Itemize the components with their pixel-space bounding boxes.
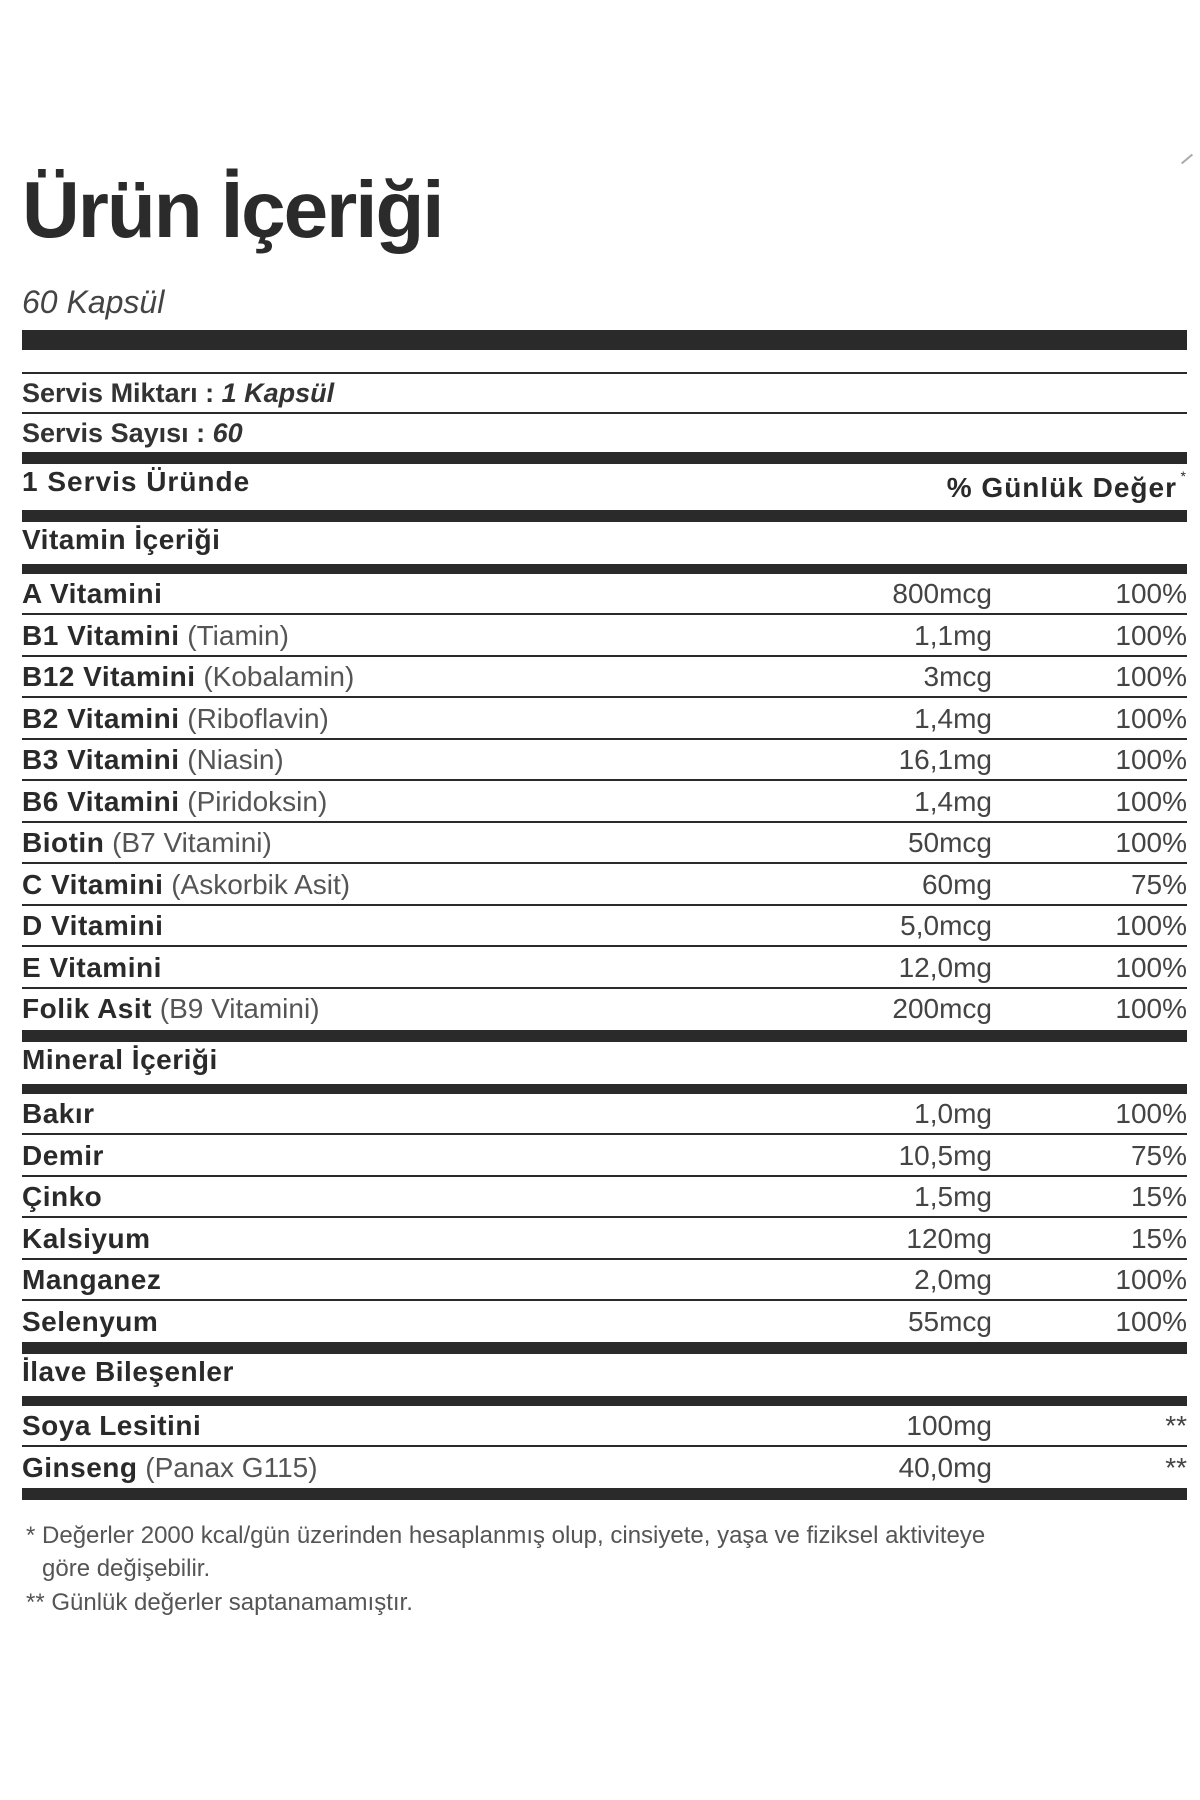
nutrient-row [22,657,1187,698]
nutrient-amount: 1,0mg [914,1098,992,1129]
nutrient-amount: 2,0mg [914,1264,992,1295]
nutrient-note: (Kobalamin) [203,661,355,692]
table-header-left: 1 Servis Üründe [22,466,251,497]
nutrient-name [22,703,329,735]
nutrient-amount: 1,1mg [914,619,992,651]
nutrient-name [22,744,284,776]
nutrient-name [22,620,289,652]
nutrient-name [22,1410,201,1442]
nutrient-daily-value: 100% [1115,827,1187,858]
serving-size-label: Servis Miktarı : [22,378,222,408]
nutrient-row [22,1177,1187,1218]
nutrient-daily-value: 100% [1115,785,1187,817]
section-top-rule [22,510,1187,522]
nutrient-daily-value: 100% [1115,578,1187,609]
nutrient-amount: 5,0mcg [900,910,992,941]
top-thick-rule [22,330,1187,350]
nutrient-name [22,1452,318,1484]
nutrient-name [22,1264,161,1296]
nutrient-label: B6 Vitamini [22,785,180,817]
nutrient-row [22,865,1187,906]
nutrient-name [22,661,354,693]
nutrient-daily-value: 100% [1115,619,1187,651]
nutrient-name [22,1140,104,1172]
nutrient-label: B12 Vitamini [22,661,196,692]
nutrient-label: Çinko [22,1181,103,1212]
nutrient-name [22,1223,151,1255]
nutrient-row [22,616,1187,657]
nutrient-label: Biotin [22,827,105,858]
serving-mid-rule [22,412,1187,414]
nutrient-row [22,782,1187,823]
nutrient-daily-value: 100% [1115,910,1187,941]
nutrient-row [22,906,1187,947]
nutrient-label: C Vitamini [22,868,164,900]
serving-count [22,418,243,449]
nutrient-daily-value: 100% [1115,661,1187,692]
nutrient-label: B2 Vitamini [22,702,180,734]
nutrient-daily-value: 100% [1115,993,1187,1024]
nutrient-daily-value: 75% [1130,868,1187,900]
nutrient-amount: 16,1mg [898,744,992,775]
nutrient-name [22,869,350,901]
nutrient-label: Soya Lesitini [22,1410,202,1441]
nutrient-label: Manganez [22,1264,162,1295]
nutrient-row [22,1219,1187,1260]
nutrient-amount: 1,5mg [914,1181,992,1212]
nutrient-name [22,1098,95,1130]
nutrient-daily-value: 75% [1130,1139,1187,1171]
serving-top-rule [22,372,1187,374]
nutrient-daily-value: 100% [1115,1264,1187,1295]
daily-value-header: % Günlük Değer [946,472,1177,503]
page-title: Ürün İçeriği [22,165,443,254]
nutrient-note: (Panax G115) [145,1451,318,1483]
nutrient-note: (Riboflavin) [187,702,329,734]
nutrient-note: (Askorbik Asit) [171,868,351,900]
nutrient-daily-value: 100% [1115,1305,1187,1337]
nutrient-label: D Vitamini [22,910,164,941]
nutrient-daily-value: 100% [1115,951,1187,983]
section-title-rule [22,1084,1187,1094]
nutrient-amount: 800mcg [892,578,992,609]
nutrient-amount: 10,5mg [898,1139,992,1171]
page-subtitle: 60 Kapsül [22,284,165,320]
nutrient-row [22,574,1187,615]
nutrient-amount: 100mg [906,1410,992,1441]
nutrient-daily-value: 100% [1115,744,1187,775]
nutrient-amount: 120mg [906,1222,992,1254]
nutrient-label: B3 Vitamini [22,744,180,775]
nutrient-row [22,948,1187,989]
serving-count-value: 60 [212,418,243,448]
nutrient-amount: 55mcg [907,1305,992,1337]
corner-mark [1181,154,1193,165]
nutrient-row [22,989,1187,1030]
section-top-rule [22,1030,1187,1042]
nutrient-row [22,1094,1187,1135]
nutrient-amount: 1,4mg [914,702,992,734]
nutrient-label: Selenyum [22,1305,159,1337]
section-title: İlave Bileşenler [22,1356,234,1387]
section-title-rule [22,564,1187,574]
nutrient-row [22,1302,1187,1343]
nutrient-amount: 50mcg [907,827,992,858]
nutrient-note: (B9 Vitamini) [159,993,320,1024]
table-header-right [946,468,1187,504]
nutrient-daily-value: ** [1165,1410,1187,1441]
nutrient-amount: 60mg [921,868,992,900]
table-bottom-rule [22,1488,1187,1500]
nutrient-row [22,1260,1187,1301]
serving-size [22,378,334,409]
nutrient-name [22,786,327,818]
nutrient-daily-value: 100% [1115,1098,1187,1129]
header-top-rule [22,452,1187,464]
nutrient-amount: 3mcg [923,661,992,692]
nutrient-label: Kalsiyum [22,1222,151,1254]
serving-count-label: Servis Sayısı : [22,418,213,448]
nutrient-daily-value: 15% [1130,1222,1187,1254]
nutrient-note: (B7 Vitamini) [112,827,272,858]
nutrient-row [22,823,1187,864]
nutrient-row [22,1406,1187,1447]
nutrient-label: E Vitamini [22,951,162,983]
daily-value-asterisk: * [1180,468,1187,484]
section-title: Vitamin İçeriği [22,524,221,555]
nutrient-row [22,1448,1187,1489]
nutrient-name [22,993,320,1025]
nutrient-label: Demir [22,1139,104,1171]
nutrient-row [22,699,1187,740]
nutrient-name [22,827,272,859]
nutrient-name [22,1181,102,1213]
nutrient-name [22,578,162,610]
section-title-rule [22,1396,1187,1406]
nutrient-row [22,740,1187,781]
nutrient-label: Ginseng [22,1451,138,1483]
nutrient-name [22,910,163,942]
nutrient-row [22,1136,1187,1177]
nutrient-amount: 200mcg [892,993,992,1024]
nutrient-label: Folik Asit [22,993,152,1024]
nutrient-label: A Vitamini [22,578,163,609]
nutrient-amount: 40,0mg [898,1451,992,1483]
nutrient-note: (Piridoksin) [187,785,328,817]
section-title: Mineral İçeriği [22,1044,218,1075]
nutrient-note: (Niasin) [187,744,284,775]
nutrient-daily-value: ** [1165,1451,1187,1483]
section-top-rule [22,1342,1187,1354]
nutrient-name [22,952,162,984]
nutrient-name [22,1306,158,1338]
nutrient-label: B1 Vitamini [22,619,180,651]
footnote-1-cont: göre değişebilir. [42,1555,211,1582]
footnote-1: * Değerler 2000 kcal/gün üzerinden hesaplanmış olup, cinsiyete, yaşa ve fiziksel aktiviteye [26,1522,986,1549]
nutrient-amount: 1,4mg [914,785,992,817]
nutrient-label: Bakır [22,1098,95,1129]
nutrient-note: (Tiamin) [187,619,289,651]
nutrient-daily-value: 15% [1130,1181,1187,1212]
footnote-2: ** Günlük değerler saptanamamıştır. [26,1589,413,1616]
serving-size-value: 1 Kapsül [221,378,335,408]
nutrient-daily-value: 100% [1115,702,1187,734]
nutrient-amount: 12,0mg [898,951,992,983]
